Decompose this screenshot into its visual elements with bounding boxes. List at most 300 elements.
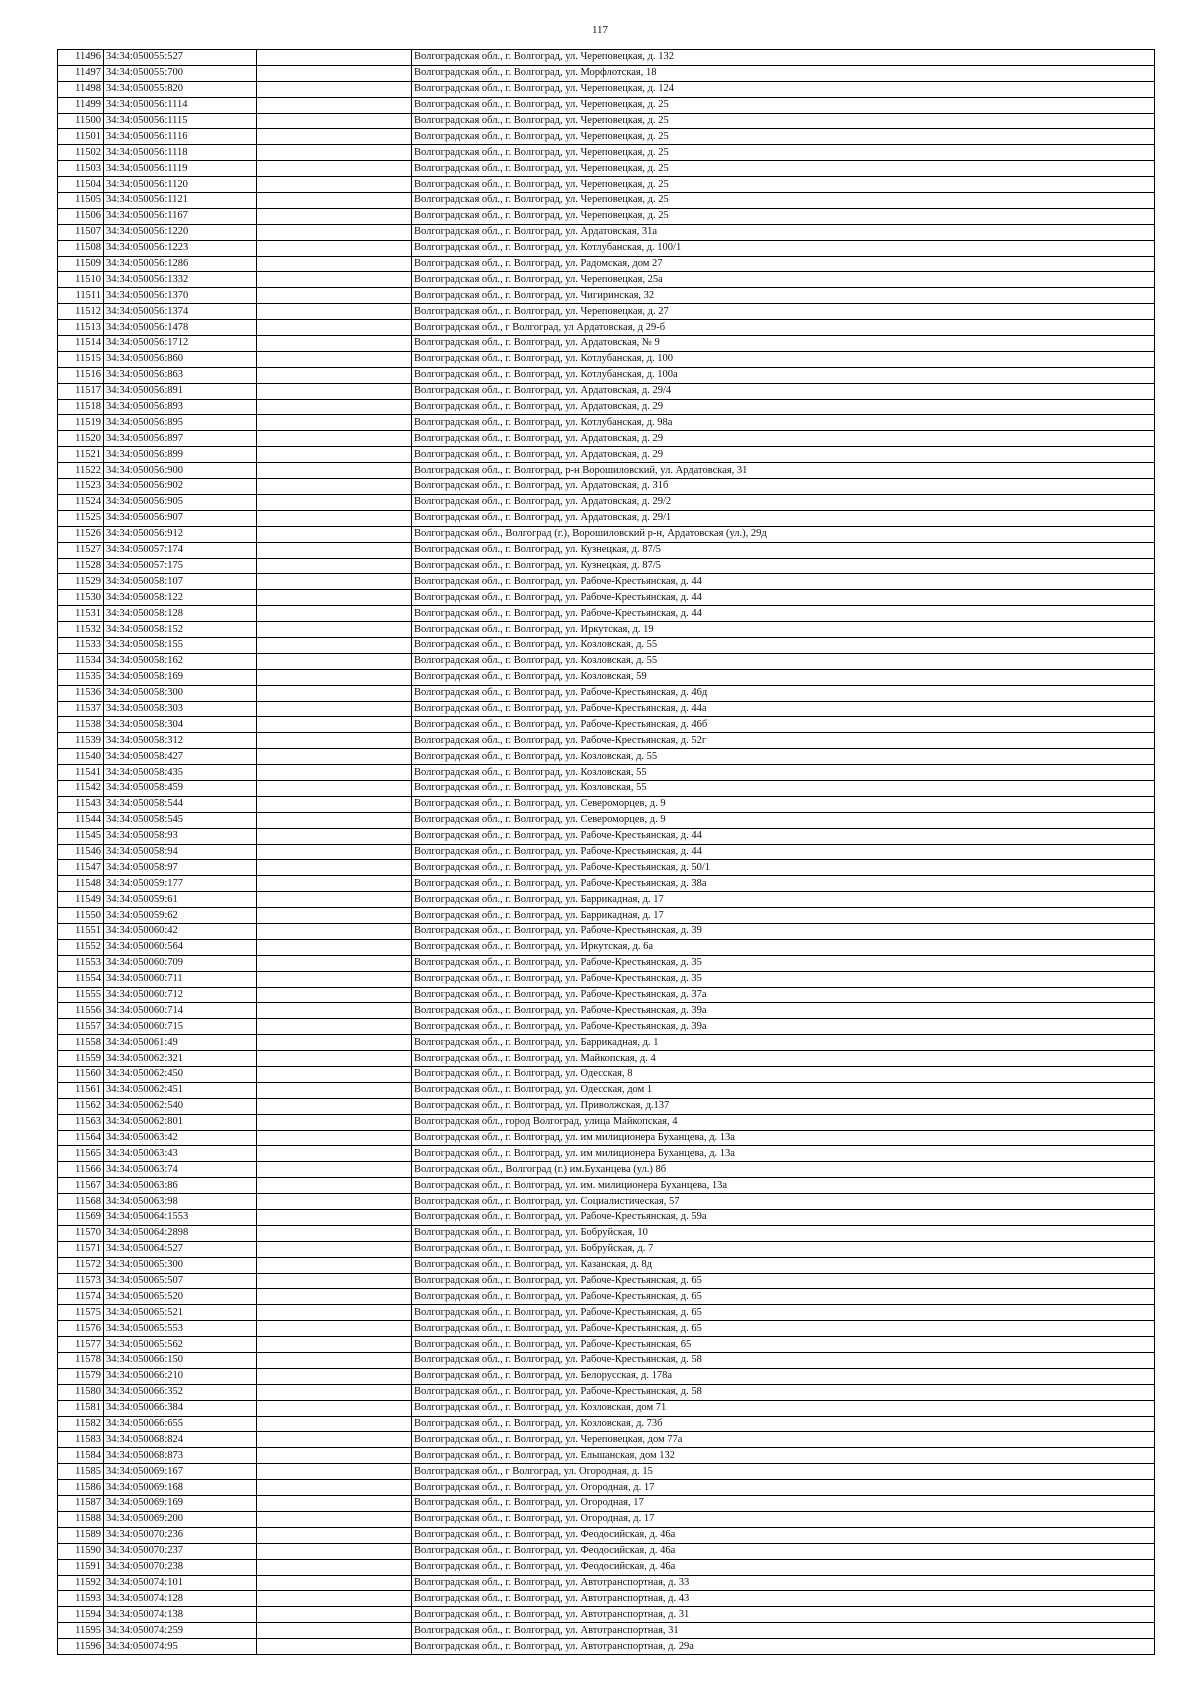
row-number-cell: 11542 bbox=[58, 780, 104, 796]
cadastral-number-cell: 34:34:050074:128 bbox=[104, 1591, 257, 1607]
table-row bbox=[58, 1511, 1155, 1527]
address-cell: Волгоградская обл., г. Волгоград, ул. Козловская, дом 71 bbox=[412, 1400, 1155, 1416]
empty-cell bbox=[257, 1480, 412, 1496]
address-cell: Волгоградская обл., г. Волгоград, ул. Рабоче-Крестьянская, д. 58 bbox=[412, 1384, 1155, 1400]
address-cell: Волгоградская обл., г. Волгоград, ул. Морфлотская, 18 bbox=[412, 65, 1155, 81]
address-cell: Волгоградская обл., г. Волгоград, ул. Череповецкая, д. 124 bbox=[412, 81, 1155, 97]
address-cell: Волгоградская обл., Волгоград (г.) им.Буханцева (ул.) 8б bbox=[412, 1162, 1155, 1178]
table-row bbox=[58, 288, 1155, 304]
address-cell: Волгоградская обл., г. Волгоград, ул. Ардатовская, д. 29/4 bbox=[412, 383, 1155, 399]
cadastral-number-cell: 34:34:050058:155 bbox=[104, 637, 257, 653]
address-cell: Волгоградская обл., г. Волгоград, ул. Рабоче-Крестьянская, д. 52г bbox=[412, 733, 1155, 749]
row-number-cell: 11560 bbox=[58, 1067, 104, 1083]
empty-cell bbox=[257, 828, 412, 844]
empty-cell bbox=[257, 208, 412, 224]
table-row bbox=[58, 1543, 1155, 1559]
row-number-cell: 11578 bbox=[58, 1353, 104, 1369]
empty-cell bbox=[257, 1321, 412, 1337]
row-number-cell: 11506 bbox=[58, 208, 104, 224]
registry-table bbox=[57, 49, 1155, 1655]
empty-cell bbox=[257, 1527, 412, 1543]
empty-cell bbox=[257, 860, 412, 876]
empty-cell bbox=[257, 701, 412, 717]
table-row bbox=[58, 844, 1155, 860]
empty-cell bbox=[257, 1003, 412, 1019]
cadastral-number-cell: 34:34:050059:177 bbox=[104, 876, 257, 892]
table-row bbox=[58, 208, 1155, 224]
row-number-cell: 11545 bbox=[58, 828, 104, 844]
cadastral-number-cell: 34:34:050060:715 bbox=[104, 1019, 257, 1035]
empty-cell bbox=[257, 1400, 412, 1416]
cadastral-number-cell: 34:34:050056:1120 bbox=[104, 177, 257, 193]
cadastral-number-cell: 34:34:050056:905 bbox=[104, 494, 257, 510]
table-row bbox=[58, 1082, 1155, 1098]
cadastral-number-cell: 34:34:050059:62 bbox=[104, 908, 257, 924]
address-cell: Волгоградская обл., г. Волгоград, ул. Бобруйская, д. 7 bbox=[412, 1241, 1155, 1257]
address-cell: Волгоградская обл., г. Волгоград, ул. Котлубанская, д. 100а bbox=[412, 367, 1155, 383]
empty-cell bbox=[257, 193, 412, 209]
row-number-cell: 11555 bbox=[58, 987, 104, 1003]
row-number-cell: 11592 bbox=[58, 1575, 104, 1591]
table-row bbox=[58, 351, 1155, 367]
address-cell: Волгоградская обл., г. Волгоград, ул. Рабоче-Крестьянская, 65 bbox=[412, 1337, 1155, 1353]
row-number-cell: 11595 bbox=[58, 1623, 104, 1639]
row-number-cell: 11583 bbox=[58, 1432, 104, 1448]
row-number-cell: 11589 bbox=[58, 1527, 104, 1543]
empty-cell bbox=[257, 1225, 412, 1241]
empty-cell bbox=[257, 622, 412, 638]
table-row bbox=[58, 780, 1155, 796]
table-row bbox=[58, 622, 1155, 638]
address-cell: Волгоградская обл., г. Волгоград, ул. им милиционера Буханцева, д. 13а bbox=[412, 1146, 1155, 1162]
table-row bbox=[58, 97, 1155, 113]
cadastral-number-cell: 34:34:050058:435 bbox=[104, 765, 257, 781]
cadastral-number-cell: 34:34:050055:527 bbox=[104, 50, 257, 66]
address-cell: Волгоградская обл., г. Волгоград, ул. Череповецкая, д. 25 bbox=[412, 113, 1155, 129]
row-number-cell: 11585 bbox=[58, 1464, 104, 1480]
empty-cell bbox=[257, 1607, 412, 1623]
address-cell: Волгоградская обл., г. Волгоград, ул. Котлубанская, д. 100 bbox=[412, 351, 1155, 367]
cadastral-number-cell: 34:34:050056:1374 bbox=[104, 304, 257, 320]
empty-cell bbox=[257, 1496, 412, 1512]
empty-cell bbox=[257, 1639, 412, 1655]
cadastral-number-cell: 34:34:050066:150 bbox=[104, 1353, 257, 1369]
empty-cell bbox=[257, 780, 412, 796]
row-number-cell: 11552 bbox=[58, 939, 104, 955]
empty-cell bbox=[257, 383, 412, 399]
address-cell: Волгоградская обл., г. Волгоград, ул. Рабоче-Крестьянская, д. 44 bbox=[412, 828, 1155, 844]
row-number-cell: 11540 bbox=[58, 749, 104, 765]
empty-cell bbox=[257, 431, 412, 447]
empty-cell bbox=[257, 351, 412, 367]
address-cell: Волгоградская обл., г. Волгоград, ул. Бобруйская, 10 bbox=[412, 1225, 1155, 1241]
cadastral-number-cell: 34:34:050056:900 bbox=[104, 463, 257, 479]
cadastral-number-cell: 34:34:050058:162 bbox=[104, 653, 257, 669]
table-row bbox=[58, 240, 1155, 256]
cadastral-number-cell: 34:34:050062:540 bbox=[104, 1098, 257, 1114]
address-cell: Волгоградская обл., г. Волгоград, ул. Кузнецкая, д. 87/5 bbox=[412, 542, 1155, 558]
empty-cell bbox=[257, 892, 412, 908]
cadastral-number-cell: 34:34:050063:74 bbox=[104, 1162, 257, 1178]
address-cell: Волгоградская обл., г. Волгоград, ул. Козловская, д. 55 bbox=[412, 653, 1155, 669]
address-cell: Волгоградская обл., г. Волгоград, ул. Баррикадная, д. 17 bbox=[412, 908, 1155, 924]
row-number-cell: 11551 bbox=[58, 923, 104, 939]
row-number-cell: 11547 bbox=[58, 860, 104, 876]
table-row bbox=[58, 272, 1155, 288]
empty-cell bbox=[257, 304, 412, 320]
cadastral-number-cell: 34:34:050056:1167 bbox=[104, 208, 257, 224]
address-cell: Волгоградская обл., г. Волгоград, ул. Рабоче-Крестьянская, д. 65 bbox=[412, 1289, 1155, 1305]
address-cell: Волгоградская обл., г. Волгоград, ул. Социалистическая, 57 bbox=[412, 1194, 1155, 1210]
address-cell: Волгоградская обл., г. Волгоград, ул. Рабоче-Крестьянская, д. 44 bbox=[412, 590, 1155, 606]
empty-cell bbox=[257, 447, 412, 463]
table-row bbox=[58, 1098, 1155, 1114]
table-row bbox=[58, 1337, 1155, 1353]
table-row bbox=[58, 1019, 1155, 1035]
table-row bbox=[58, 336, 1155, 352]
address-cell: Волгоградская обл., г. Волгоград, ул. Рабоче-Крестьянская, д. 39а bbox=[412, 1003, 1155, 1019]
table-row bbox=[58, 145, 1155, 161]
table-row bbox=[58, 510, 1155, 526]
empty-cell bbox=[257, 113, 412, 129]
address-cell: Волгоградская обл., г. Волгоград, ул. Автотранспортная, 31 bbox=[412, 1623, 1155, 1639]
empty-cell bbox=[257, 161, 412, 177]
address-cell: Волгоградская обл., г. Волгоград, ул. Рабоче-Крестьянская, д. 37а bbox=[412, 987, 1155, 1003]
cadastral-number-cell: 34:34:050065:521 bbox=[104, 1305, 257, 1321]
table-row bbox=[58, 1384, 1155, 1400]
row-number-cell: 11566 bbox=[58, 1162, 104, 1178]
table-row bbox=[58, 606, 1155, 622]
row-number-cell: 11590 bbox=[58, 1543, 104, 1559]
table-row bbox=[58, 256, 1155, 272]
empty-cell bbox=[257, 129, 412, 145]
address-cell: Волгоградская обл., г. Волгоград, ул. Череповецкая, д. 25 bbox=[412, 145, 1155, 161]
table-row bbox=[58, 304, 1155, 320]
address-cell: Волгоградская обл., г. Волгоград, ул. Котлубанская, д. 98а bbox=[412, 415, 1155, 431]
row-number-cell: 11523 bbox=[58, 479, 104, 495]
table-row bbox=[58, 923, 1155, 939]
empty-cell bbox=[257, 939, 412, 955]
row-number-cell: 11569 bbox=[58, 1210, 104, 1226]
address-cell: Волгоградская обл., г. Волгоград, ул. Ардатовская, д. 29 bbox=[412, 431, 1155, 447]
cadastral-number-cell: 34:34:050062:801 bbox=[104, 1114, 257, 1130]
address-cell: Волгоградская обл., г. Волгоград, ул. Иркутская, д. 19 bbox=[412, 622, 1155, 638]
empty-cell bbox=[257, 1305, 412, 1321]
address-cell: Волгоградская обл., г. Волгоград, ул. Рабоче-Крестьянская, д. 39 bbox=[412, 923, 1155, 939]
address-cell: Волгоградская обл., г. Волгоград, ул. Череповецкая, д. 25 bbox=[412, 193, 1155, 209]
table-row bbox=[58, 1527, 1155, 1543]
row-number-cell: 11530 bbox=[58, 590, 104, 606]
table-row bbox=[58, 479, 1155, 495]
row-number-cell: 11593 bbox=[58, 1591, 104, 1607]
cadastral-number-cell: 34:34:050065:507 bbox=[104, 1273, 257, 1289]
row-number-cell: 11512 bbox=[58, 304, 104, 320]
empty-cell bbox=[257, 1035, 412, 1051]
row-number-cell: 11574 bbox=[58, 1289, 104, 1305]
empty-cell bbox=[257, 320, 412, 336]
address-cell: Волгоградская обл., г. Волгоград, ул. Рабоче-Крестьянская, д. 46д bbox=[412, 685, 1155, 701]
cadastral-number-cell: 34:34:050059:61 bbox=[104, 892, 257, 908]
table-row bbox=[58, 1321, 1155, 1337]
cadastral-number-cell: 34:34:050069:167 bbox=[104, 1464, 257, 1480]
cadastral-number-cell: 34:34:050064:527 bbox=[104, 1241, 257, 1257]
row-number-cell: 11508 bbox=[58, 240, 104, 256]
row-number-cell: 11544 bbox=[58, 812, 104, 828]
cadastral-number-cell: 34:34:050056:902 bbox=[104, 479, 257, 495]
table-row bbox=[58, 463, 1155, 479]
cadastral-number-cell: 34:34:050060:42 bbox=[104, 923, 257, 939]
row-number-cell: 11561 bbox=[58, 1082, 104, 1098]
table-row bbox=[58, 1432, 1155, 1448]
empty-cell bbox=[257, 510, 412, 526]
cadastral-number-cell: 34:34:050063:42 bbox=[104, 1130, 257, 1146]
row-number-cell: 11536 bbox=[58, 685, 104, 701]
address-cell: Волгоградская обл., г Волгоград, ул Ардатовская, д 29-б bbox=[412, 320, 1155, 336]
empty-cell bbox=[257, 1368, 412, 1384]
row-number-cell: 11565 bbox=[58, 1146, 104, 1162]
empty-cell bbox=[257, 717, 412, 733]
empty-cell bbox=[257, 1098, 412, 1114]
table-row bbox=[58, 1257, 1155, 1273]
table-row bbox=[58, 415, 1155, 431]
address-cell: Волгоградская обл., г. Волгоград, ул. Рабоче-Крестьянская, д. 44 bbox=[412, 574, 1155, 590]
empty-cell bbox=[257, 1067, 412, 1083]
cadastral-number-cell: 34:34:050064:1553 bbox=[104, 1210, 257, 1226]
table-row bbox=[58, 971, 1155, 987]
table-row bbox=[58, 1480, 1155, 1496]
cadastral-number-cell: 34:34:050056:1712 bbox=[104, 336, 257, 352]
cadastral-number-cell: 34:34:050056:1332 bbox=[104, 272, 257, 288]
row-number-cell: 11507 bbox=[58, 224, 104, 240]
row-number-cell: 11519 bbox=[58, 415, 104, 431]
empty-cell bbox=[257, 558, 412, 574]
cadastral-number-cell: 34:34:050062:451 bbox=[104, 1082, 257, 1098]
address-cell: Волгоградская обл., г. Волгоград, ул. Череповецкая, 25а bbox=[412, 272, 1155, 288]
empty-cell bbox=[257, 399, 412, 415]
table-row bbox=[58, 113, 1155, 129]
address-cell: Волгоградская обл., г. Волгоград, ул. Майкопская, д. 4 bbox=[412, 1051, 1155, 1067]
cadastral-number-cell: 34:34:050065:562 bbox=[104, 1337, 257, 1353]
cadastral-number-cell: 34:34:050066:655 bbox=[104, 1416, 257, 1432]
address-cell: Волгоградская обл., г. Волгоград, ул. Иркутская, д. 6а bbox=[412, 939, 1155, 955]
table-row bbox=[58, 1146, 1155, 1162]
empty-cell bbox=[257, 1146, 412, 1162]
address-cell: Волгоградская обл., г. Волгоград, ул. Козловская, 55 bbox=[412, 765, 1155, 781]
cadastral-number-cell: 34:34:050056:912 bbox=[104, 526, 257, 542]
address-cell: Волгоградская обл., г. Волгоград, ул. Автотранспортная, д. 43 bbox=[412, 1591, 1155, 1607]
table-row bbox=[58, 1607, 1155, 1623]
empty-cell bbox=[257, 908, 412, 924]
table-row bbox=[58, 367, 1155, 383]
row-number-cell: 11546 bbox=[58, 844, 104, 860]
row-number-cell: 11513 bbox=[58, 320, 104, 336]
address-cell: Волгоградская обл., г. Волгоград, ул. Череповецкая, д. 25 bbox=[412, 208, 1155, 224]
address-cell: Волгоградская обл., г. Волгоград, ул. им. милиционера Буханцева, 13а bbox=[412, 1178, 1155, 1194]
row-number-cell: 11571 bbox=[58, 1241, 104, 1257]
row-number-cell: 11587 bbox=[58, 1496, 104, 1512]
row-number-cell: 11525 bbox=[58, 510, 104, 526]
empty-cell bbox=[257, 637, 412, 653]
cadastral-number-cell: 34:34:050058:107 bbox=[104, 574, 257, 590]
row-number-cell: 11549 bbox=[58, 892, 104, 908]
cadastral-number-cell: 34:34:050058:545 bbox=[104, 812, 257, 828]
row-number-cell: 11586 bbox=[58, 1480, 104, 1496]
empty-cell bbox=[257, 1114, 412, 1130]
cadastral-number-cell: 34:34:050074:101 bbox=[104, 1575, 257, 1591]
table-row bbox=[58, 1305, 1155, 1321]
table-row bbox=[58, 653, 1155, 669]
table-row bbox=[58, 542, 1155, 558]
table-row bbox=[58, 1496, 1155, 1512]
row-number-cell: 11539 bbox=[58, 733, 104, 749]
row-number-cell: 11559 bbox=[58, 1051, 104, 1067]
cadastral-number-cell: 34:34:050056:893 bbox=[104, 399, 257, 415]
cadastral-number-cell: 34:34:050056:1116 bbox=[104, 129, 257, 145]
table-row bbox=[58, 193, 1155, 209]
row-number-cell: 11538 bbox=[58, 717, 104, 733]
address-cell: Волгоградская обл., г. Волгоград, ул. Феодосийская, д. 46а bbox=[412, 1543, 1155, 1559]
empty-cell bbox=[257, 1273, 412, 1289]
cadastral-number-cell: 34:34:050056:1478 bbox=[104, 320, 257, 336]
table-row bbox=[58, 1162, 1155, 1178]
empty-cell bbox=[257, 1178, 412, 1194]
cadastral-number-cell: 34:34:050056:1220 bbox=[104, 224, 257, 240]
address-cell: Волгоградская обл., г. Волгоград, ул. Котлубанская, д. 100/1 bbox=[412, 240, 1155, 256]
cadastral-number-cell: 34:34:050056:1115 bbox=[104, 113, 257, 129]
row-number-cell: 11520 bbox=[58, 431, 104, 447]
table-row bbox=[58, 876, 1155, 892]
table-row bbox=[58, 447, 1155, 463]
empty-cell bbox=[257, 1051, 412, 1067]
table-row bbox=[58, 828, 1155, 844]
cadastral-number-cell: 34:34:050062:450 bbox=[104, 1067, 257, 1083]
cadastral-number-cell: 34:34:050074:259 bbox=[104, 1623, 257, 1639]
empty-cell bbox=[257, 256, 412, 272]
address-cell: Волгоградская обл., г. Волгоград, ул. Автотранспортная, д. 29а bbox=[412, 1639, 1155, 1655]
empty-cell bbox=[257, 494, 412, 510]
cadastral-number-cell: 34:34:050068:824 bbox=[104, 1432, 257, 1448]
row-number-cell: 11521 bbox=[58, 447, 104, 463]
empty-cell bbox=[257, 749, 412, 765]
table-row bbox=[58, 1067, 1155, 1083]
cadastral-number-cell: 34:34:050058:97 bbox=[104, 860, 257, 876]
row-number-cell: 11584 bbox=[58, 1448, 104, 1464]
address-cell: Волгоградская обл., г. Волгоград, ул. Баррикадная, д. 17 bbox=[412, 892, 1155, 908]
cadastral-number-cell: 34:34:050069:200 bbox=[104, 1511, 257, 1527]
address-cell: Волгоградская обл., г Волгоград, ул. Огородная, д. 15 bbox=[412, 1464, 1155, 1480]
row-number-cell: 11577 bbox=[58, 1337, 104, 1353]
cadastral-number-cell: 34:34:050058:312 bbox=[104, 733, 257, 749]
table-row bbox=[58, 431, 1155, 447]
cadastral-number-cell: 34:34:050056:899 bbox=[104, 447, 257, 463]
empty-cell bbox=[257, 65, 412, 81]
table-row bbox=[58, 733, 1155, 749]
cadastral-number-cell: 34:34:050058:152 bbox=[104, 622, 257, 638]
cadastral-number-cell: 34:34:050058:303 bbox=[104, 701, 257, 717]
cadastral-number-cell: 34:34:050074:95 bbox=[104, 1639, 257, 1655]
cadastral-number-cell: 34:34:050058:169 bbox=[104, 669, 257, 685]
table-row bbox=[58, 796, 1155, 812]
address-cell: Волгоградская обл., г. Волгоград, ул. Козловская, 59 bbox=[412, 669, 1155, 685]
empty-cell bbox=[257, 1416, 412, 1432]
row-number-cell: 11541 bbox=[58, 765, 104, 781]
table-row bbox=[58, 701, 1155, 717]
address-cell: Волгоградская обл., г. Волгоград, ул. Ардатовская, д. 29/1 bbox=[412, 510, 1155, 526]
table-row bbox=[58, 1559, 1155, 1575]
table-row bbox=[58, 860, 1155, 876]
empty-cell bbox=[257, 669, 412, 685]
row-number-cell: 11591 bbox=[58, 1559, 104, 1575]
row-number-cell: 11563 bbox=[58, 1114, 104, 1130]
cadastral-number-cell: 34:34:050055:700 bbox=[104, 65, 257, 81]
row-number-cell: 11532 bbox=[58, 622, 104, 638]
address-cell: Волгоградская обл., г. Волгоград, ул. Рабоче-Крестьянская, д. 65 bbox=[412, 1305, 1155, 1321]
row-number-cell: 11557 bbox=[58, 1019, 104, 1035]
cadastral-number-cell: 34:34:050060:564 bbox=[104, 939, 257, 955]
cadastral-number-cell: 34:34:050058:128 bbox=[104, 606, 257, 622]
empty-cell bbox=[257, 1432, 412, 1448]
row-number-cell: 11522 bbox=[58, 463, 104, 479]
address-cell: Волгоградская обл., г. Волгоград, ул. Казанская, д. 8д bbox=[412, 1257, 1155, 1273]
address-cell: Волгоградская обл., г. Волгоград, ул. Приволжская, д.137 bbox=[412, 1098, 1155, 1114]
registry-table-body bbox=[58, 50, 1155, 1655]
table-row bbox=[58, 1464, 1155, 1480]
cadastral-number-cell: 34:34:050060:711 bbox=[104, 971, 257, 987]
row-number-cell: 11499 bbox=[58, 97, 104, 113]
cadastral-number-cell: 34:34:050056:897 bbox=[104, 431, 257, 447]
empty-cell bbox=[257, 1162, 412, 1178]
cadastral-number-cell: 34:34:050065:553 bbox=[104, 1321, 257, 1337]
row-number-cell: 11503 bbox=[58, 161, 104, 177]
address-cell: Волгоградская обл., г. Волгоград, ул. Белорусская, д. 178а bbox=[412, 1368, 1155, 1384]
address-cell: Волгоградская обл., г. Волгоград, ул. Козловская, 55 bbox=[412, 780, 1155, 796]
address-cell: Волгоградская обл., г. Волгоград, ул. Череповецкая, д. 25 bbox=[412, 177, 1155, 193]
address-cell: Волгоградская обл., г. Волгоград, ул. Огородная, 17 bbox=[412, 1496, 1155, 1512]
row-number-cell: 11534 bbox=[58, 653, 104, 669]
address-cell: Волгоградская обл., г. Волгоград, ул. Рабоче-Крестьянская, д. 38а bbox=[412, 876, 1155, 892]
address-cell: Волгоградская обл., г. Волгоград, ул. Ардатовская, 31а bbox=[412, 224, 1155, 240]
address-cell: Волгоградская обл., г. Волгоград, ул. Североморцев, д. 9 bbox=[412, 796, 1155, 812]
table-row bbox=[58, 892, 1155, 908]
empty-cell bbox=[257, 542, 412, 558]
empty-cell bbox=[257, 1623, 412, 1639]
cadastral-number-cell: 34:34:050056:1114 bbox=[104, 97, 257, 113]
table-row bbox=[58, 812, 1155, 828]
cadastral-number-cell: 34:34:050055:820 bbox=[104, 81, 257, 97]
row-number-cell: 11594 bbox=[58, 1607, 104, 1623]
address-cell: Волгоградская обл., г. Волгоград, ул. Рабоче-Крестьянская, д. 65 bbox=[412, 1273, 1155, 1289]
cadastral-number-cell: 34:34:050060:712 bbox=[104, 987, 257, 1003]
table-row bbox=[58, 1210, 1155, 1226]
table-row bbox=[58, 1130, 1155, 1146]
cadastral-number-cell: 34:34:050063:86 bbox=[104, 1178, 257, 1194]
cadastral-number-cell: 34:34:050056:1119 bbox=[104, 161, 257, 177]
row-number-cell: 11570 bbox=[58, 1225, 104, 1241]
table-row bbox=[58, 1639, 1155, 1655]
table-row bbox=[58, 1178, 1155, 1194]
table-row bbox=[58, 50, 1155, 66]
table-row bbox=[58, 177, 1155, 193]
table-row bbox=[58, 955, 1155, 971]
table-row bbox=[58, 685, 1155, 701]
address-cell: Волгоградская обл., г. Волгоград, ул. Рабоче-Крестьянская, д. 39а bbox=[412, 1019, 1155, 1035]
address-cell: Волгоградская обл., г. Волгоград, ул. Рабоче-Крестьянская, д. 35 bbox=[412, 971, 1155, 987]
empty-cell bbox=[257, 81, 412, 97]
row-number-cell: 11511 bbox=[58, 288, 104, 304]
table-row bbox=[58, 1368, 1155, 1384]
row-number-cell: 11517 bbox=[58, 383, 104, 399]
empty-cell bbox=[257, 1082, 412, 1098]
